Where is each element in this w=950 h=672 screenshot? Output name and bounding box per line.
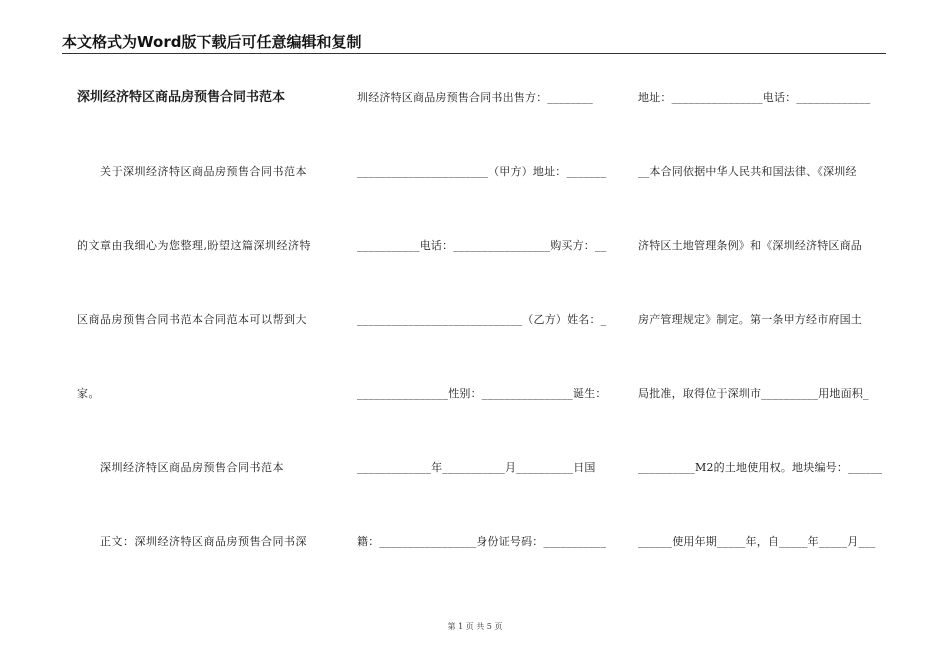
text-line: _____________________________（乙方）姓名：_ (357, 313, 607, 326)
page-header (62, 33, 886, 54)
text-line: ________________性别：________________诞生： (357, 387, 607, 400)
text-line: 房产管理规定》制定。第一条甲方经市府国土 (638, 313, 862, 326)
text-line: 深圳经济特区商品房预售合同书范本 (77, 461, 284, 474)
text-line: ______使用年期_____年，自_____年_____月___ (638, 535, 876, 548)
text-line: 圳经济特区商品房预售合同书出售方：________ (357, 91, 593, 104)
document-title: 深圳经济特区商品房预售合同书范本 (77, 90, 286, 105)
text-line: _____________年___________月__________日国 (357, 461, 596, 474)
text-line: 的文章由我细心为您整理,盼望这篇深圳经济特 (77, 239, 311, 252)
text-line: 区商品房预售合同书范本合同范本可以帮到大 (77, 313, 307, 326)
header-notice: 本文格式为Word版下载后可任意编辑和复制 (62, 33, 362, 51)
text-line: _______________________（甲方）地址：_______ (357, 165, 607, 178)
text-column-2 (357, 86, 607, 604)
text-line: 局批准，取得位于深圳市__________用地面积_ (638, 387, 869, 400)
text-line: 关于深圳经济特区商品房预售合同书范本 (77, 165, 307, 178)
text-line: 家。 (77, 387, 100, 400)
text-line: 正文：深圳经济特区商品房预售合同书深 (77, 535, 307, 548)
text-line: __________M2的土地使用权。地块编号：______ (638, 461, 883, 474)
text-line: 济特区土地管理条例》和《深圳经济特区商品 (638, 239, 862, 252)
text-line: 地址：________________电话：_____________ (638, 91, 871, 104)
text-line: ___________电话：_________________购买方：__ (357, 239, 607, 252)
page-number: 第 1 页 共 5 页 (447, 622, 503, 631)
text-column-1 (77, 86, 329, 604)
text-line: 籍：_________________身份证号码：___________ (357, 535, 607, 548)
text-line: __本合同依据中华人民共和国法律、《深圳经 (638, 165, 857, 178)
text-column-3 (638, 86, 888, 604)
